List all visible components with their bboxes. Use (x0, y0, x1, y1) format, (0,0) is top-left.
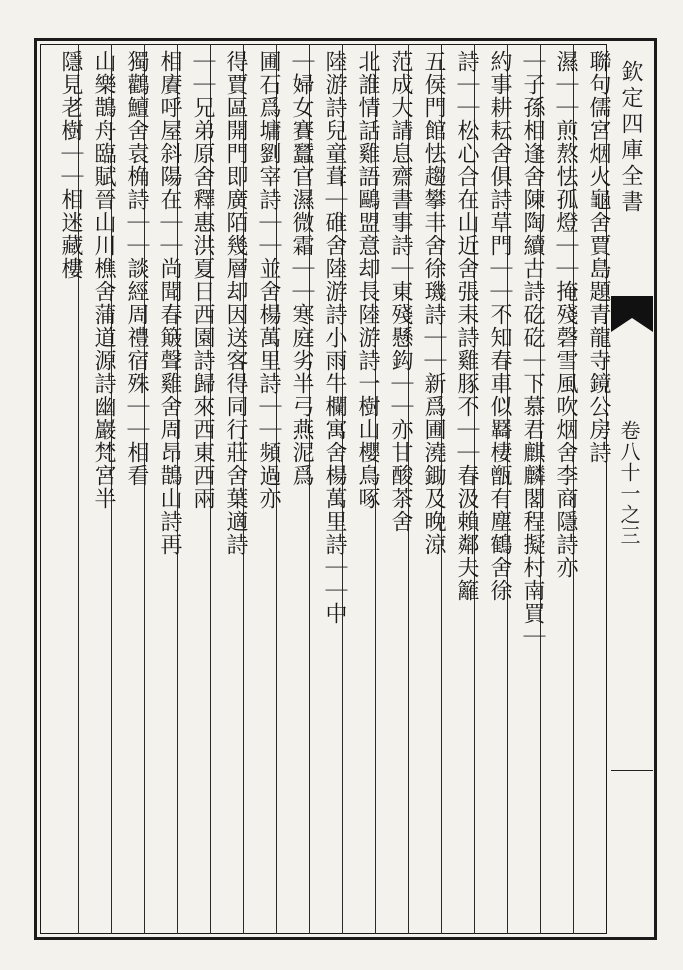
text-column: 獨鸛鱣舍袁桷詩｜｜談經周禮宿殊｜｜相看 (124, 50, 149, 487)
text-column: 陸游詩兒童葺｜碓舍陸游詩小雨牛欄寓舍楊萬里詩｜｜中 (322, 50, 347, 625)
volume-label: 卷八十一之三 (617, 420, 641, 546)
text-column: 隱見老樹｜｜相迷藏樓 (58, 50, 83, 280)
book-title: 欽定四庫全書 (618, 60, 643, 216)
text-column: 北誰情話雞語鷗盟意却長陸游詩一樹山櫻鳥啄 (355, 50, 380, 510)
text-column: 五侯門館怯趨攀丰舍徐璣詩｜｜新爲圃澆鋤及晚涼 (421, 50, 446, 556)
text-column: 濕｜｜煎熬怯孤燈｜｜掩殘磬雪風吹烟舍李商隱詩亦 (553, 50, 578, 579)
text-column: ｜子孫相逢舍陳陶續古詩矻矻｜下慕君麒麟閣程擬村南買｜ (520, 50, 545, 648)
text-column: ｜婦女賽蠶官濕微霜｜｜寒庭劣半弓燕泥爲 (289, 50, 314, 487)
margin-rule (611, 770, 653, 771)
text-column: 詩｜｜松心合在山近舍張耒詩雞豚不｜｜春汲賴鄰夫籬 (454, 50, 479, 602)
text-column: 得賈區開門即廣陌幾層却因送客得同行莊舍葉適詩 (223, 50, 248, 556)
text-column: 范成大請息齋書事詩｜東殘懸鈎｜｜亦甘酸茶舍 (388, 50, 413, 533)
text-column: 約事耕耘舍俱詩草門｜｜不知春車似羇棲甑有塵鶴舍徐 (487, 50, 512, 602)
text-column: 圃石爲墉劉宰詩｜｜並舍楊萬里詩｜｜頻過亦 (256, 50, 281, 510)
text-column: 聯句儒宮烟火龜舍賈島題青龍寺鏡公房詩 (586, 50, 611, 464)
text-column: ｜｜兄弟原舍釋惠洪夏日西園詩歸來西東西兩 (190, 50, 215, 510)
text-column: 山樂鵲舟臨賦晉山川樵舍蒲道源詩幽巖梵宮半 (91, 50, 116, 510)
text-column: 相賡呼屋斜陽在｜｜尚聞春簸聲雞舍周昂鵲山詩再 (157, 50, 182, 556)
